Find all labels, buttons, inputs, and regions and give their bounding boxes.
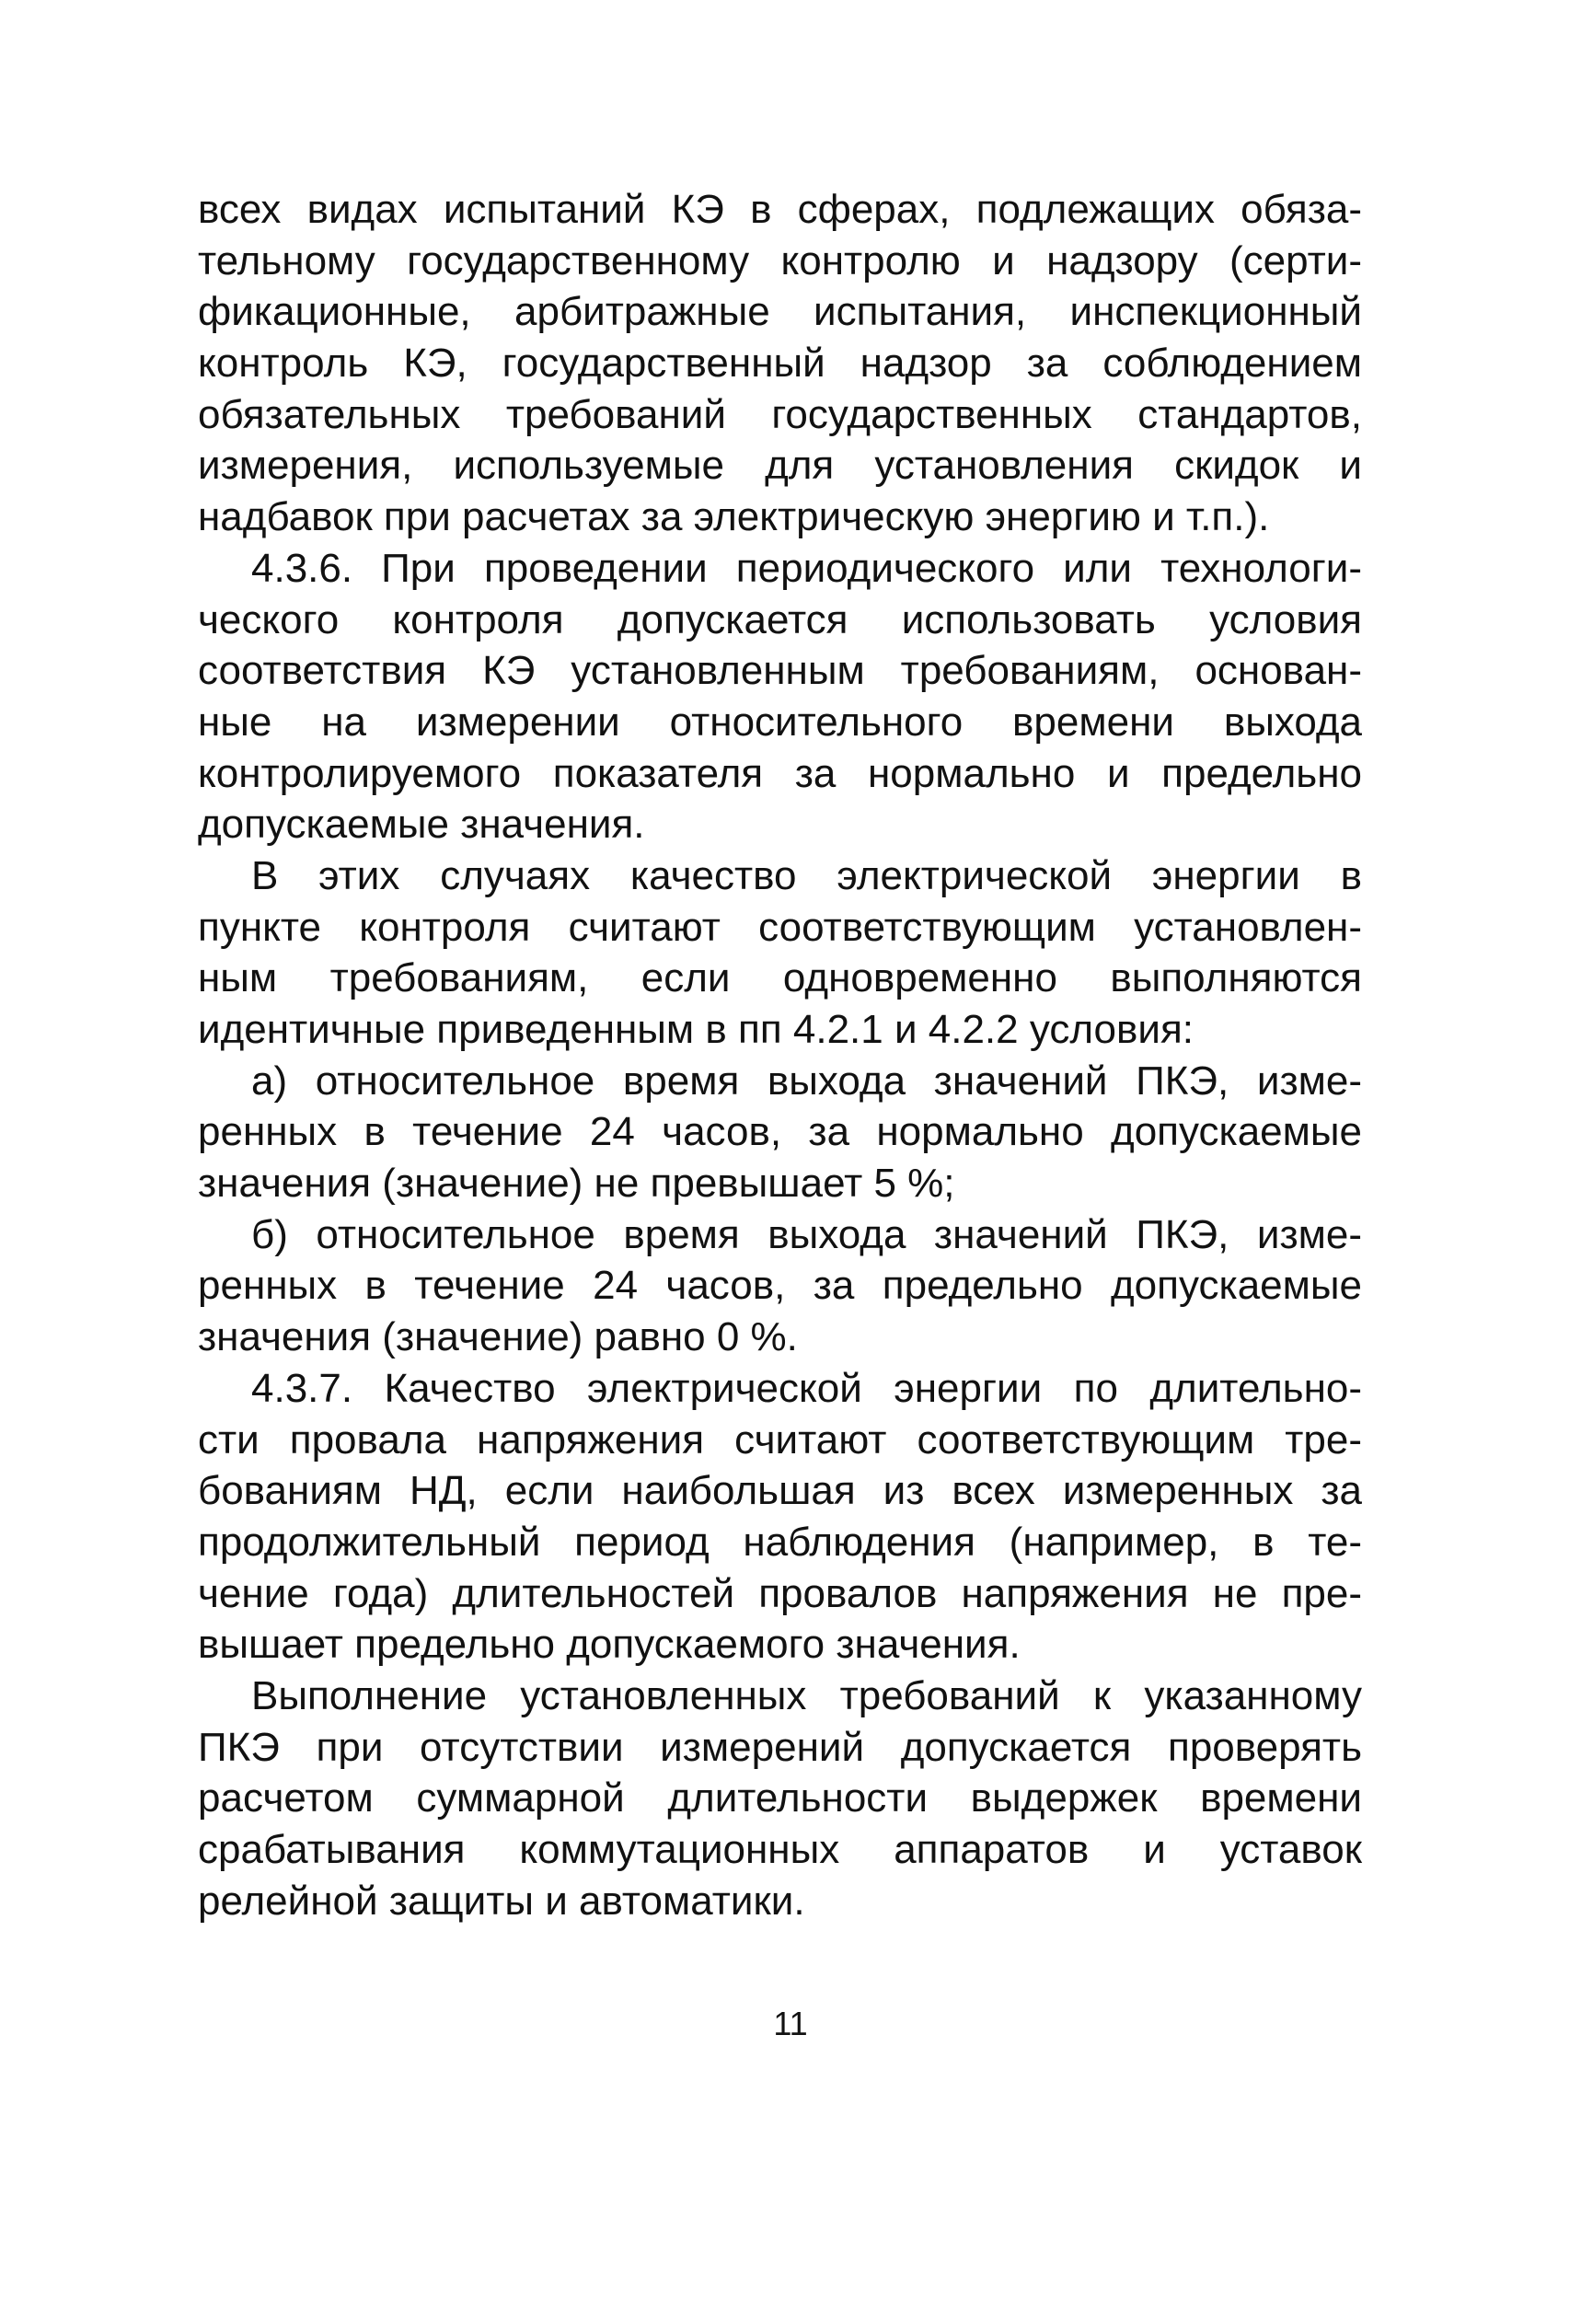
text-line: соответствия КЭ установленным требованиям, основан-: [198, 648, 1362, 694]
text-line: ные на измерении относительного времени выхода: [198, 699, 1362, 745]
body-text: [198, 184, 1362, 1926]
text-line: ренных в течение 24 часов, за нормально допускаемые: [198, 1109, 1362, 1155]
text-line: измерения, используемые для установления скидок и: [198, 443, 1362, 489]
text-line: 4.3.7. Качество электрической энергии по длительно-: [251, 1365, 1362, 1411]
text-line: идентичные приведенным в пп 4.2.1 и 4.2.2 условия:: [198, 1007, 1194, 1052]
text-line: чение года) длительностей провалов напряжения не пре-: [198, 1570, 1362, 1616]
page-number: 11: [773, 2005, 808, 2042]
text-line: тельному государственному контролю и надзору (серти-: [198, 237, 1362, 283]
text-line: б) относительное время выхода значений ПКЭ, изме-: [251, 1211, 1362, 1257]
text-line: ным требованиям, если одновременно выполняются: [198, 955, 1362, 1001]
text-line: контролируемого показателя за нормально и предельно: [198, 750, 1362, 796]
text-line: а) относительное время выхода значений ПКЭ, изме-: [251, 1058, 1362, 1104]
text-line: ческого контроля допускается использовать условия: [198, 596, 1362, 642]
text-line: релейной защиты и автоматики.: [198, 1878, 805, 1924]
text-line: 4.3.6. При проведении периодического или технологи-: [251, 545, 1362, 591]
text-line: вышает предельно допускаемого значения.: [198, 1622, 1021, 1668]
text-line: допускаемые значения.: [198, 802, 645, 848]
text-line: бованиям НД, если наибольшая из всех измеренных за: [198, 1468, 1362, 1514]
text-line: срабатывания коммутационных аппаратов и уставок: [198, 1827, 1362, 1872]
text-line: фикационные, арбитражные испытания, инспекционный: [198, 289, 1362, 335]
text-line: значения (значение) равно 0 %.: [198, 1314, 798, 1360]
text-line: В этих случаях качество электрической энергии в: [251, 852, 1362, 898]
text-line: Выполнение установленных требований к указанному: [251, 1672, 1362, 1718]
text-line: ренных в течение 24 часов, за предельно допускаемые: [198, 1263, 1362, 1309]
text-line: контроль КЭ, государственный надзор за соблюдением: [198, 341, 1362, 387]
text-line: ПКЭ при отсутствии измерений допускается проверять: [198, 1724, 1362, 1770]
text-line: расчетом суммарной длительности выдержек времени: [198, 1775, 1362, 1821]
text-line: надбавок при расчетах за электрическую энергию и т.п.).: [198, 494, 1270, 540]
text-line: значения (значение) не превышает 5 %;: [198, 1161, 955, 1207]
text-line: обязательных требований государственных стандартов,: [198, 391, 1362, 437]
text-line: пункте контроля считают соответствующим установлен-: [198, 904, 1362, 950]
text-line: продолжительный период наблюдения (например, в те-: [198, 1519, 1362, 1565]
text-line: сти провала напряжения считают соответствующим тре-: [198, 1416, 1362, 1463]
text-line: всех видах испытаний КЭ в сферах, подлежащих обяза-: [198, 187, 1362, 232]
